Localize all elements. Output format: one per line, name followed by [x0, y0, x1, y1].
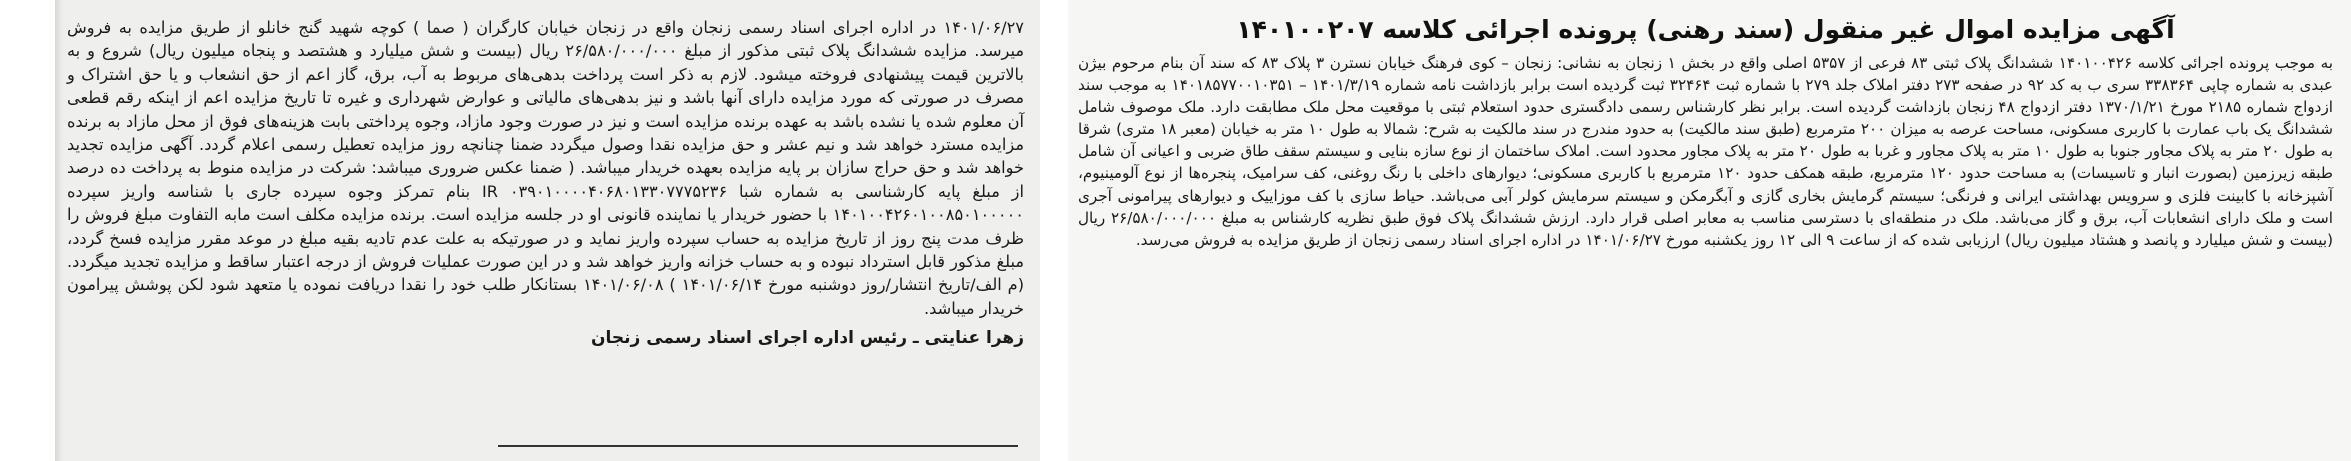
notice-body-text: به موجب پرونده اجرائی کلاسه ۱۴۰۱۰۰۴۲۶ ششدانگ پلاک ثبتی ۸۳ فرعی از ۵۳۵۷ اصلی واقع در بخش ۱ زنجان به نشانی: زنجان – کوی فرهنگ خیابان نسترن ۳ پلاک ۸۳ که سند آن بنام مرحوم بیژن عبدی به شماره چاپی ۳۳۸۳۶۴ سری ب به کد ۹۲ در صفحه ۲۷۳ دفتر املاک جلد ۲۷۹ با شماره ثبت ۳۲۴۶۴ ثبت گردیده است برابر بازداشت نامه شماره ۱۴۰۱/۳/۱۹ – ۱۴۰۱۸۵۷۷۰۰۱۰۳۵۱ به موجب سند ازدواج شماره ۲۱۸۵ مورخ ۱۳۷۰/۱/۲۱ دفتر ازدواج ۴۸ زنجان بازداشت گردیده است. برابر نظر کارشناس رسمی دادگستری حدود استعلام ثبتی با موقعیت محل ملک مطابقت دارد. ملک موصوف شامل ششدانگ یک باب عمارت با کاربری مسکونی، مساحت عرصه به میزان ۲۰۰ مترمربع (طبق سند مالکیت) به حدود مندرج در سند مالکیت به شرح: شمالا به طول ۱۰ متر به خیابان (معبر ۱۸ متری) شرقا به طول ۲۰ متر به پلاک مجاور جنوبا به طول ۱۰ متر به پلاک مجاور و غربا به طول ۲۰ متر به پلاک مجاور محدود است. املاک ساختمان از نوع سازه بنایی و سیستم سقف طاق ضربی و اعیانی آن شامل طبقه زیرزمین (بصورت انبار و تاسیسات) به مساحت حدود ۱۲۰ مترمربع، طبقه همکف حدود ۱۲۰ مترمربع با کاربری مسکونی؛ دیوارهای داخلی با رنگ روغنی، کف سرامیک، پنجره‌ها از نوع آلومینیوم، آشپزخانه با کابینت فلزی و سرویس بهداشتی ایرانی و فرنگی؛ سیستم گرمایش بخاری گازی و آبگرمکن و سیستم سرمایش کولر آبی می‌باشد. حیاط سازی با کف موزاییک و دیوارهای پیرامونی آجری است و ملک دارای انشعابات آب، برق و گاز می‌باشد. ملک در منطقه‌ای با دسترسی مناسب به معابر اصلی قرار دارد. ارزش ششدانگ پلاک فوق طبق نظریه کارشناس به مبلغ ۲۶/۵۸۰/۰۰۰/۰۰۰ ریال (بیست و شش میلیارد و پانصد و هشتاد میلیون ریال) ارزیابی شده که از ساعت ۹ الی ۱۲ روز یکشنبه مورخ ۱۴۰۱/۰۶/۲۷ در اداره اجرای اسناد رسمی زنجان از طریق مزایده به فروش می‌رسد. [1078, 54, 2334, 249]
column-gutter [1040, 0, 1068, 461]
notice-continuation-text: ۱۴۰۱/۰۶/۲۷ در اداره اجرای اسناد رسمی زنجان واقع در زنجان خیابان کارگران ( صما ) کوچه شهید گنج خانلو از طریق مزایده به فروش میرسد. مزایده ششدانگ پلاک ثبتی مذکور از مبلغ ۲۶/۵۸۰/۰۰۰/۰۰۰ ریال (بیست و شش میلیارد و هشتصد و پنجاه میلیون ریال) شروع و به بالاترین قیمت پیشنهادی فروخته میشود. لازم به ذکر است پرداخت بدهی‌های مربوط به آب، برق، گاز اعم از حق انشعاب و یا حق اشتراک و مصرف در صورتی که مورد مزایده دارای آنها باشد و نیز بدهی‌های مالیاتی و عوارض شهرداری و غیره تا تاریخ مزایده اعم از اینکه رقم قطعی آن معلوم شده یا نشده باشد به عهده برنده مزایده است و نیز در صورت وجود مازاد، وجوه پرداختی بابت هزینه‌های فوق از محل مازاد به برنده مزایده مسترد خواهد شد و نیم عشر و حق مزایده نقدا وصول میگردد ضمنا چنانچه روز مزایده تعطیل رسمی اعلام گردد. آگهی مزایده تجدید خواهد شد و حق حراج سازان بر پایه مزایده بعهده خریدار میباشد. ( ضمنا عکس ضروری میباشد: شرکت در مزایده منوط به پرداخت ده درصد از مبلغ پایه کارشناسی به شماره شبا IR ۰۳۹۰۱۰۰۰۰۴۰۶۸۰۱۳۳۰۷۷۷۵۲۳۶ بنام تمرکز وجوه سپرده جاری با شناسه واریز سپرده ۱۴۰۱۰۰۴۲۶۰۱۰۰۸۵۰۱۰۰۰۰۰ با حضور خریدار یا نماینده قانونی او در جلسه مزایده است. برنده مزایده مکلف است مابه التفاوت مبلغ فروش را ظرف مدت پنج روز از تاریخ مزایده به حساب سپرده واریز نماید و در صورتیکه به علت عدم تادیه بقیه مبلغ در موعد مقرر مزایده فسخ گردد، مبلغ مذکور قابل استرداد نبوده و به حساب خزانه واریز خواهد شد و در این صورت عملیات فروش از درجه اعتبار ساقط و مزایده تجدید میگردد. (م الف/تاریخ انتشار/روز دوشنبه مورخ ۱۴۰۱/۰۶/۱۴ ) ۱۴۰۱/۰۶/۰۸ بستانکار طلب خود را نقدا دریافت نموده یا متعهد شود لکن پوشش پیرامون خریدار میباشد. [67, 18, 1025, 318]
signature-line: زهرا عنایتی ـ رئیس اداره اجرای اسناد رسمی زنجان [590, 328, 1024, 349]
notice-title: آگهی مزایده اموال غیر منقول (سند رهنی) پرونده اجرائی کلاسه ۱۴۰۱۰۰۲۰۷ [1236, 15, 2175, 44]
auction-notice-column [1068, 0, 2351, 461]
closing-rule [498, 445, 1018, 447]
notice-continuation-column [55, 0, 1040, 461]
